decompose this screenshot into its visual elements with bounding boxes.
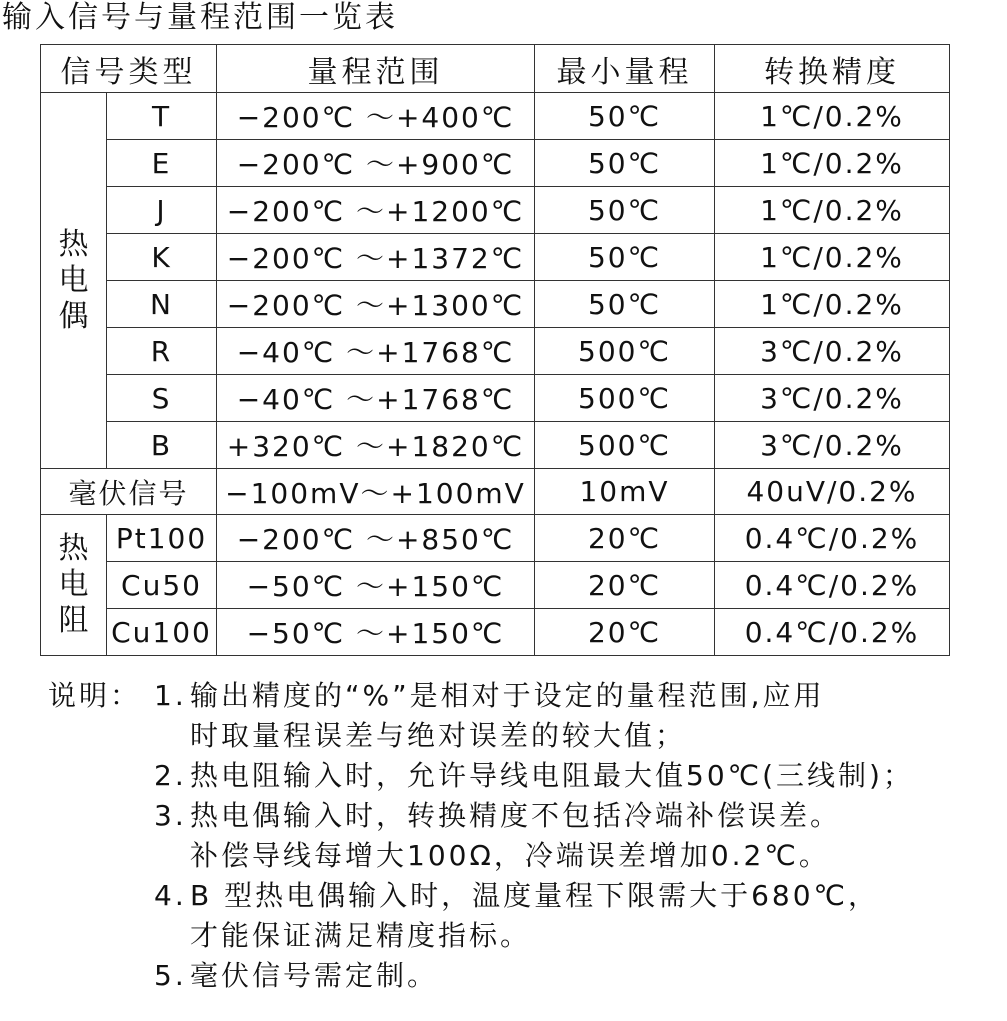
note-text: 才能保证满足精度指标。 [190,919,532,952]
note-line [48,716,914,756]
cell-min-span: 50℃ [535,281,715,328]
cell-type: E [107,140,217,187]
cell-min-span: 50℃ [535,187,715,234]
cell-range: −50℃ ～+150℃ [217,562,535,609]
table-row [41,234,950,281]
cell-accuracy: 0.4℃/0.2% [715,562,950,609]
note-text: 补偿导线每增大100Ω，冷端误差增加0.2℃。 [190,839,830,872]
cell-type: Cu100 [107,609,217,656]
cell-range: −200℃ ～+900℃ [217,140,535,187]
cell-range: −200℃ ～+1200℃ [217,187,535,234]
group-label-rtd: 热电阻 [41,515,107,656]
table-row [41,562,950,609]
note-line [48,916,914,956]
group-label-millivolt: 毫伏信号 [41,469,217,515]
cell-accuracy: 0.4℃/0.2% [715,609,950,656]
cell-accuracy: 3℃/0.2% [715,328,950,375]
cell-type: T [107,93,217,140]
note-number: 4. [154,879,187,912]
cell-accuracy: 40uV/0.2% [715,469,950,515]
table-row [41,93,950,140]
note-text: 热电阻输入时，允许导线电阻最大值50℃(三线制)； [190,759,914,792]
cell-accuracy: 0.4℃/0.2% [715,515,950,562]
note-number: 2. [154,759,187,792]
cell-type: R [107,328,217,375]
cell-type: J [107,187,217,234]
cell-range: −50℃ ～+150℃ [217,609,535,656]
cell-min-span: 20℃ [535,609,715,656]
note-line [48,876,914,916]
note-line [48,756,914,796]
note-line [48,676,914,716]
cell-accuracy: 3℃/0.2% [715,375,950,422]
cell-range: −40℃ ～+1768℃ [217,328,535,375]
cell-range: −40℃ ～+1768℃ [217,375,535,422]
note-text: 输出精度的“%”是相对于设定的量程范围,应用 [190,679,825,712]
signal-range-table [40,44,950,656]
note-text: 热电偶输入时，转换精度不包括冷端补偿误差。 [190,799,842,832]
table-row [41,609,950,656]
cell-min-span: 500℃ [535,375,715,422]
cell-type: Cu50 [107,562,217,609]
table-row [41,140,950,187]
cell-min-span: 20℃ [535,515,715,562]
cell-min-span: 20℃ [535,562,715,609]
cell-accuracy: 1℃/0.2% [715,140,950,187]
note-number: 5. [154,959,187,992]
cell-min-span: 50℃ [535,234,715,281]
table-row [41,469,950,515]
cell-min-span: 500℃ [535,328,715,375]
table-row [41,187,950,234]
cell-accuracy: 1℃/0.2% [715,234,950,281]
cell-range: −200℃ ～+400℃ [217,93,535,140]
note-line [48,836,914,876]
table-header-row [41,45,950,93]
table-row [41,375,950,422]
cell-accuracy: 1℃/0.2% [715,187,950,234]
cell-type: N [107,281,217,328]
cell-type: Pt100 [107,515,217,562]
note-text: B 型热电偶输入时，温度量程下限需大于680℃， [190,879,880,912]
table-row [41,515,950,562]
note-text: 毫伏信号需定制。 [190,959,439,992]
header-signal-type: 信号类型 [41,45,217,93]
header-accuracy: 转换精度 [715,45,950,93]
cell-type: B [107,422,217,469]
note-number: 3. [154,799,187,832]
cell-min-span: 50℃ [535,93,715,140]
note-number: 1. [154,679,187,712]
header-min-span: 最小量程 [535,45,715,93]
table-row [41,328,950,375]
cell-accuracy: 1℃/0.2% [715,281,950,328]
note-line [48,956,914,996]
cell-range: +320℃ ～+1820℃ [217,422,535,469]
cell-min-span: 10mV [535,469,715,515]
cell-type: S [107,375,217,422]
cell-min-span: 50℃ [535,140,715,187]
cell-range: −200℃ ～+850℃ [217,515,535,562]
cell-min-span: 500℃ [535,422,715,469]
table-row [41,422,950,469]
notes-section [48,676,914,996]
note-line [48,796,914,836]
group-label-thermocouple: 热电偶 [41,93,107,469]
table-row [41,281,950,328]
cell-range: −200℃ ～+1372℃ [217,234,535,281]
note-text: 时取量程误差与绝对误差的较大值； [190,719,687,752]
notes-label: 说明： [48,679,142,712]
cell-type: K [107,234,217,281]
cell-accuracy: 3℃/0.2% [715,422,950,469]
cell-range: −100mV～+100mV [217,469,535,515]
cell-accuracy: 1℃/0.2% [715,93,950,140]
document-title: 输入信号与量程范围一览表 [2,0,398,35]
header-range: 量程范围 [217,45,535,93]
cell-range: −200℃ ～+1300℃ [217,281,535,328]
